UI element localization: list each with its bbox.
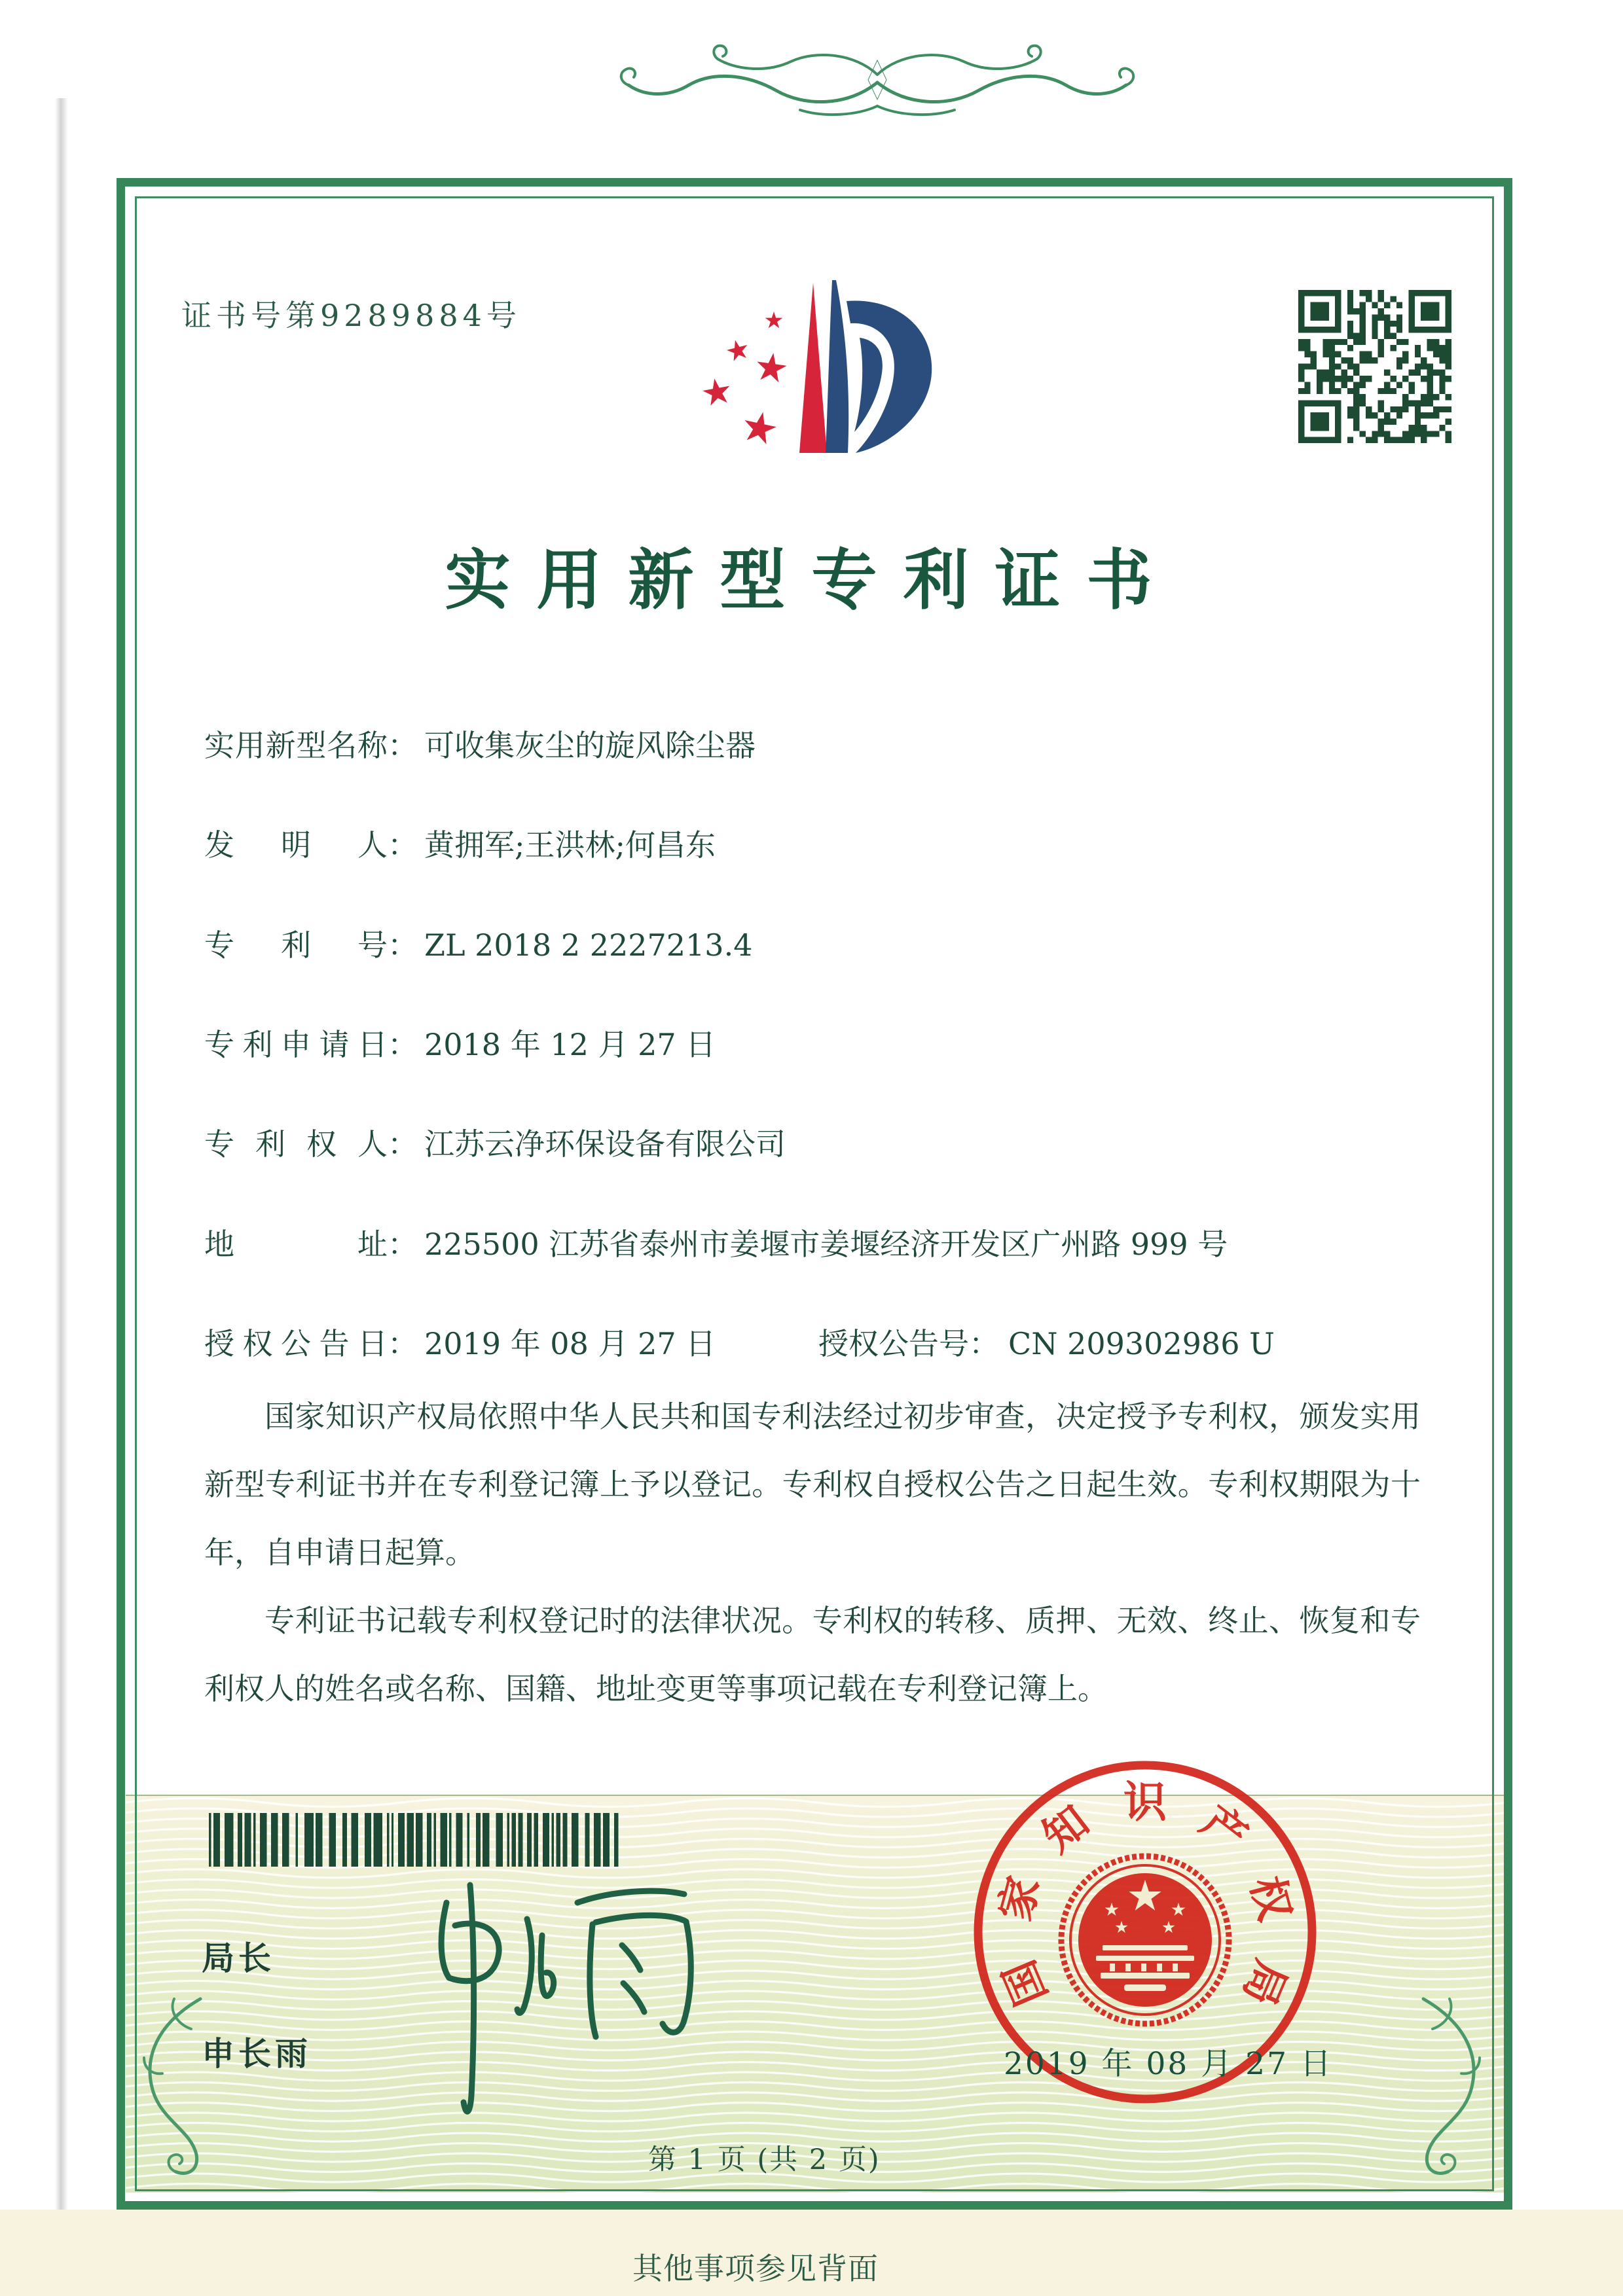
logo-red-spike: [799, 283, 827, 453]
cnipa-logo: [691, 275, 953, 465]
colon: ：: [969, 1326, 999, 1361]
grant-number-group: [818, 1323, 1275, 1364]
colon: ：: [388, 1027, 418, 1062]
barcode: [206, 1813, 622, 1867]
field-label: 授权公告号: [818, 1326, 969, 1361]
colon: ：: [388, 1126, 418, 1162]
field-value: 江苏云净环保设备有限公司: [424, 1126, 786, 1162]
back-side-note: 其他事项参见背面: [632, 2251, 879, 2286]
field-label: 专利权人: [204, 1126, 388, 1162]
legal-text: [204, 1382, 1421, 1723]
colon: ：: [388, 927, 418, 963]
colon: ：: [388, 827, 418, 863]
field-label: 实用新型名称: [204, 728, 388, 763]
seal-char: 知: [1032, 1795, 1099, 1863]
signer-name: 申长雨: [202, 2036, 312, 2072]
seal-char: 权: [1241, 1871, 1302, 1926]
certificate-title: 实用新型专利证书: [445, 541, 1178, 619]
field-row-patentee: [204, 1124, 786, 1164]
field-value: ZL 2018 2 2227213.4: [424, 927, 753, 963]
field-value: 2018 年 12 月 27 日: [424, 1027, 716, 1062]
qr-code: [1298, 290, 1451, 443]
logo-stars: [701, 312, 788, 446]
field-value: 黄拥军;王洪林;何昌东: [424, 827, 716, 863]
seal-date: 2019 年 08 月 27 日: [1004, 2046, 1333, 2082]
field-value: 2019 年 08 月 27 日: [424, 1326, 716, 1361]
field-value: 225500 江苏省泰州市姜堰市姜堰经济开发区广州路 999 号: [424, 1227, 1228, 1262]
field-label: 地址: [204, 1227, 388, 1262]
field-label: 发明人: [204, 827, 388, 863]
bottom-right-flourish: [1391, 1995, 1495, 2178]
field-row-address: [204, 1224, 1228, 1265]
field-row-name: [204, 725, 756, 766]
certificate-number: 证书号第9289884号: [181, 298, 521, 333]
logo-blue-p: [826, 280, 932, 453]
legal-paragraph-1: 国家知识产权局依照中华人民共和国专利法经过初步审查，决定授予专利权，颁发实用新型专利证书并在专利登记簿上予以登记。专利权自授权公告之日起生效。专利权期限为十年，自申请日起算。: [204, 1399, 1421, 1570]
top-flourish-ornament: [609, 42, 1146, 131]
seal-char: 识: [1123, 1776, 1167, 1827]
field-label: 专利号: [204, 927, 388, 963]
colon: ：: [388, 1326, 418, 1361]
seal-char: 局: [1233, 1953, 1297, 2013]
field-label: 专利申请日: [204, 1027, 388, 1062]
seal-char: 产: [1192, 1795, 1258, 1863]
seal-char: 国: [993, 1953, 1057, 2013]
field-value: 可收集灰尘的旋风除尘器: [424, 728, 756, 763]
bottom-left-flourish: [128, 1995, 233, 2178]
seal-char: 家: [989, 1871, 1049, 1926]
director-signature: [406, 1873, 714, 2134]
colon: ：: [388, 728, 418, 763]
signer-title: 局长: [202, 1940, 275, 1977]
colon: ：: [388, 1227, 418, 1262]
field-label: 授权公告日: [204, 1326, 388, 1361]
field-row-inventor: [204, 825, 716, 865]
scan-shadow: [55, 98, 68, 2219]
field-row-grant: [204, 1323, 1275, 1364]
field-row-patent-number: [204, 925, 752, 965]
field-value: CN 209302986 U: [1008, 1326, 1275, 1361]
field-row-filing-date: [204, 1024, 716, 1065]
seal-emblem: [1061, 1856, 1229, 2024]
page-number: 第 1 页 (共 2 页): [648, 2144, 881, 2176]
legal-paragraph-2: 专利证书记载专利权登记时的法律状况。专利权的转移、质押、无效、终止、恢复和专利权人的姓名或名称、国籍、地址变更等事项记载在专利登记簿上。: [204, 1603, 1421, 1706]
